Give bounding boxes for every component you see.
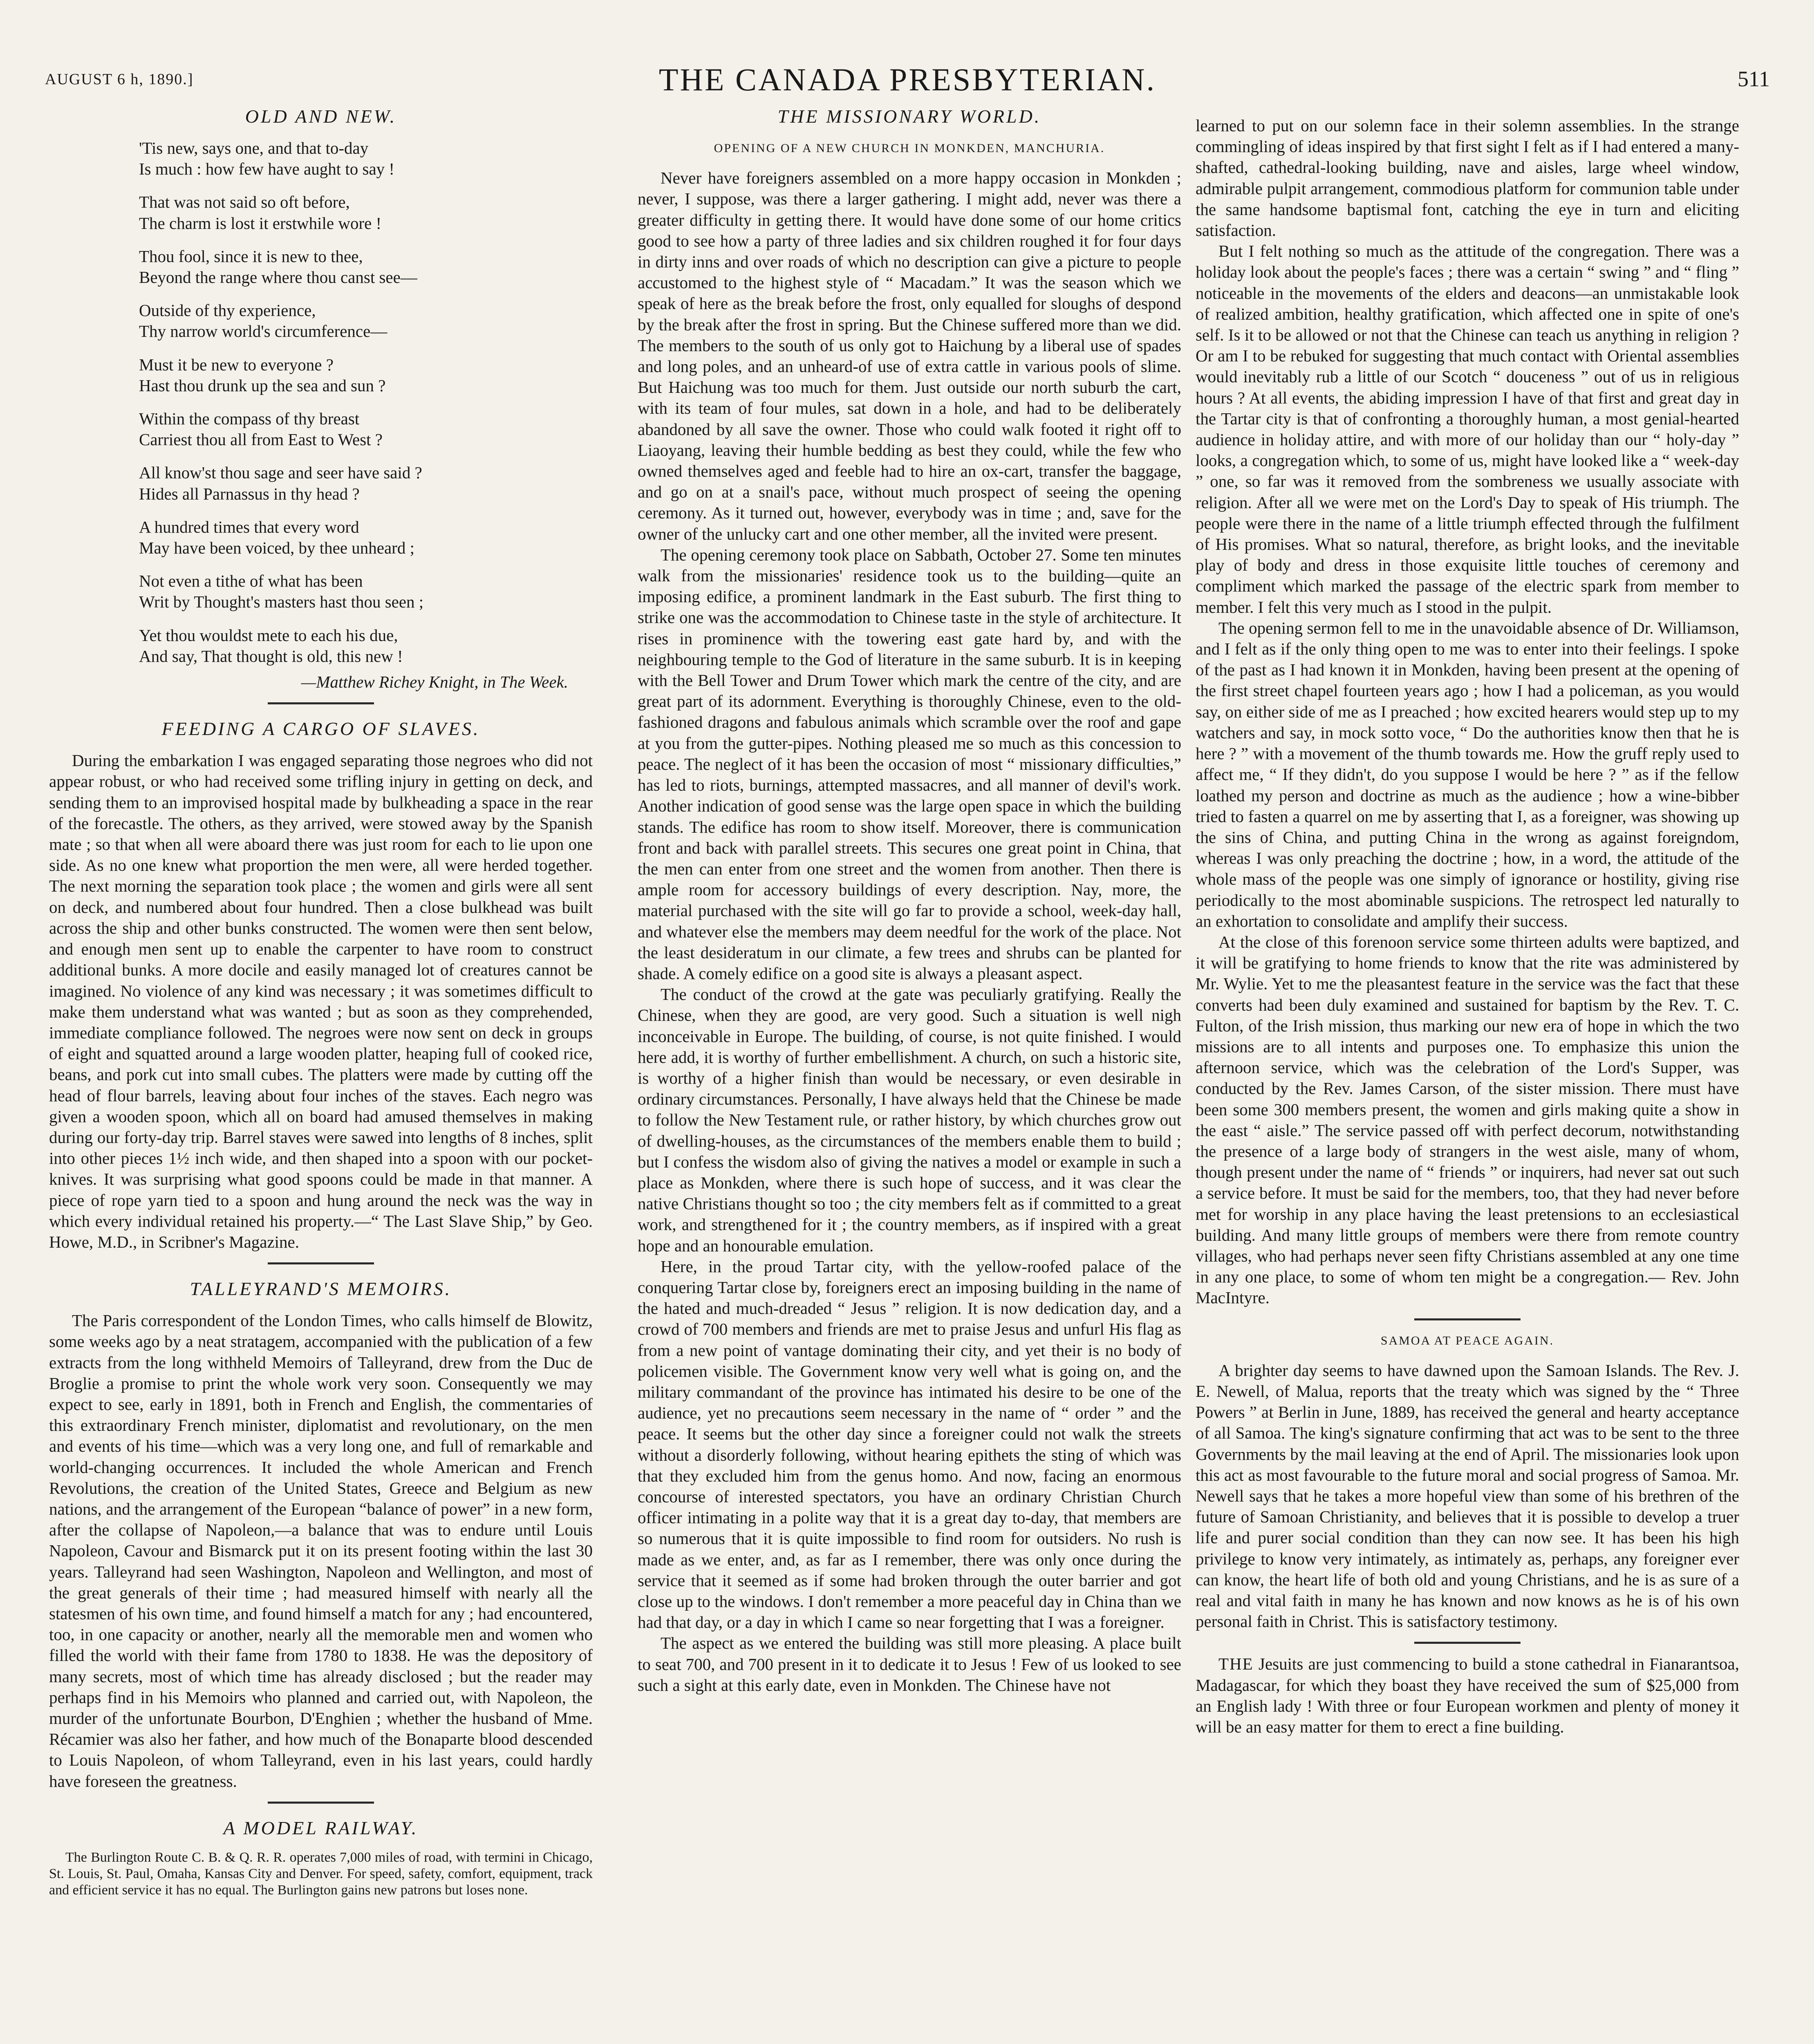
- poem-line: Hides all Parnassus in thy head ?: [139, 484, 360, 503]
- missionary-continued-paragraph: At the close of this forenoon service some thirteen adults were baptized, and it will be gratifying to home friends to know that the rite was administered by Mr. Wylie. Yet to me the pleasantest feature in the service was the fact that these converts had been duly examined and sustained for baptism by the Rev. T. C. Fulton, of the Irish mission, thus marking our new era of hope in which the two missions are to all intents and purposes one. To emphasize this union the afternoon service, which was the celebration of the Lord's Supper, was conducted by the Rev. James Carson, of the sister mission. There must have been some 300 members present, the women and girls making quite a show in the east “ aisle.” The service passed off with perfect decorum, notwithstanding the presence of a large body of strangers in the west aisle, many of whom, though present under the name of “ friends ” or inquirers, had never sat out such a service before. It must be said for the members, too, that they had never before met for worship in any place having the least pretensions to an ecclesiastical building. And many little groups of members were there from remote country villages, who had perhaps never seen fifty Christians assembled at any one time in any one place, to some of whom ten might be a congregation.— Rev. John MacIntyre.: [1196, 932, 1739, 1307]
- poem-line: 'Tis new, says one, and that to-day: [139, 139, 369, 157]
- missionary-title: THE MISSIONARY WORLD.: [777, 106, 1041, 127]
- poem-line: All know'st thou sage and seer have said ?: [139, 463, 422, 482]
- page-number: 511: [1738, 67, 1770, 91]
- missionary-paragraph: Never have foreigners assembled on a more happy occasion in Monkden ; never, I suppose, was there a larger gathering. I might add, never was there a greater difficulty in getting there. It would have done some of our home critics good to see how a party of three ladies and six children roughed it for four days in dirty inns and over roads of which no description can give a picture to people accustomed to the highest style of “ Macadam.” It was the season which we speak of here as the break before the frost, only equalled for sloughs of despond by the break after the frost in spring. But the Chinese suffered more than we did. The members to the south of us only got to Haichung by a liberal use of spades and long poles, and an unheard-of use of extra cattle in various pools of slime. But Haichung was too much for them. Just outside our north suburb the cart, with its team of four mules, sat down in a hole, and had to be deliberately abandoned by all save the owner. Those who could walk footed it right off to Liaoyang, leaving their humble bedding as best they could, while the few who owned themselves aged and feeble had to hire an ox-cart, transfer the baggage, and go on at a snail's pace, without much prospect of seeing the opening ceremony. As it turned out, however, everybody was in time ; and, save for the owner of the unlucky cart and one other member, all the invited were present.: [638, 168, 1181, 543]
- poem-stanza: [139, 246, 593, 288]
- missionary-subtitle: OPENING OF A NEW CHURCH IN MONKDEN, MANCHURIA.: [714, 141, 1105, 155]
- poem-stanza: [139, 300, 593, 342]
- section-divider: [268, 1262, 374, 1264]
- poem-line: Outside of thy experience,: [139, 301, 316, 320]
- slaves-title: FEEDING A CARGO OF SLAVES.: [161, 718, 480, 740]
- poem-stanza: [139, 408, 593, 450]
- poem-stanza: [139, 625, 593, 667]
- poem-line: Carriest thou all from East to West ?: [139, 430, 383, 449]
- section-divider: [1414, 1642, 1521, 1644]
- missionary-continued-paragraph: But I felt nothing so much as the attitude of the congregation. There was a holiday look about the people's faces ; there was a certain “ swing ” and “ fling ” noticeable in the movements of the elders and deacons—an unmistakable look of realized ambition, healthy gratification, which affected one in spite of one's self. Is it to be allowed or not that the Chinese can teach us anything in religion ? Or am I to be rebuked for suggesting that much contact with Oriental assemblies would inevitably rub a little of our Scotch “ douceness ” out of us in religious hours ? At all events, the abiding impression I have of that first and great day in the Tartar city is that of confronting a thoroughly human, a most genial-hearted audience in holiday attire, and with more of our holiday than our “ holy-day ” looks, a congregation which, to some of us, might have looked like a “ week-day ” one, so far was it removed from the sombreness we usually associate with religion. After all we were met on the Lord's Day to speak of His triumph. The people were there in the name of a little triumph effected through the fulfilment of His promises. What so natural, therefore, as bright looks, and the inevitable play of body and dress in those exquisite little touches of ceremony and compliment which marked the passage of the electric spark from member to member. I felt this very much as I stood in the pulpit.: [1196, 242, 1739, 616]
- poem-line: And say, That thought is old, this new !: [139, 646, 403, 666]
- poem-line: Beyond the range where thou canst see—: [139, 268, 417, 287]
- poem-line: Within the compass of thy breast: [139, 409, 360, 428]
- poem-line: Thy narrow world's circumference—: [139, 322, 387, 341]
- poem-stanza: [139, 354, 593, 396]
- poem-stanza: [139, 571, 593, 612]
- talleyrand-body: The Paris correspondent of the London Times, who calls himself de Blowitz, some weeks ago by a neat stratagem, accompanied with the publication of a few extracts from the long withheld Memoirs of Talleyrand, drew from the Duc de Broglie a promise to print the whole work very soon. Consequently we may expect to see, early in 1891, both in French and English, the commentaries of this extraordinary French minister, diplomatist and revolutionary, on the men and events of his time—which was a very long one, and full of remarkable and world-changing occurrences. It included the whole American and French Revolutions, the creation of the United States, Greece and Belgium as new nations, and the arrangement of the European “balance of power” in a new form, after the collapse of Napoleon,—a balance that was to endure until Louis Napoleon, Cavour and Bismarck put it on its present footing within the last 30 years. Talleyrand had seen Washington, Napoleon and Wellington, and most of the great generals of their time ; had measured himself with nearly all the statesmen of his own time, and found himself a match for any ; had encountered, too, in one capacity or another, nearly all the memorable men and women who filled the world with their fame from 1780 to 1838. He was the depository of many secrets, most of which time has already disclosed ; but the reader may perhaps find in his Memoirs who planned and carried out, with Napoleon, the murder of the unfortunate Bourbon, D'Enghien ; whether the husband of Mme. Récamier was also her father, and how much of the Bonaparte blood descended to Louis Napoleon, of whom Talleyrand, even in his last years, could hardly have foreseen the greatness.: [49, 1311, 593, 1791]
- poem-line: May have been voiced, by thee unheard ;: [139, 538, 414, 558]
- missionary-paragraph: The opening ceremony took place on Sabbath, October 27. Some ten minutes walk from the missionaries' residence took us to the building—quite an imposing edifice, a prominent landmark in the East suburb. The first thing to strike one was the accommodation to Chinese taste in the style of architecture. It rises in prominence with the towering east gate hard by, and with the neighbouring temple to the God of literature in the same suburb. It is in keeping with the Bell Tower and Drum Tower which mark the centre of the city, and are great part of its adornment. Everything is thoroughly Chinese, even to the old-fashioned dragons and fabulous animals which scramble over the roof and gape at you from the gutter-pipes. Nothing pleased me so much as this concession to peace. The neglect of it has been the occasion of most “ missionary difficulties,” has led to riots, burnings, attempted massacres, and all manner of devil's work. Another indication of good sense was the large open space in which the building stands. The edifice has room to show itself. Moreover, there is communication front and back with parallel streets. This secures one great point in China, that the men can enter from one street and the women from another. Then there is ample room for accessory buildings of every description. Nay, more, the material purchased with the site will go far to provide a school, week-day hall, and whatever else the members may deem needful for the work of the place. Not the least desideratum in our climate, a few trees and shrubs can be planted for shade. A comely edifice on a good site is always a pleasant aspect.: [638, 545, 1181, 983]
- railway-notice: [49, 1849, 593, 1898]
- poem-line: Is much : how few have aught to say !: [139, 159, 395, 179]
- missionary-paragraph: Here, in the proud Tartar city, with the yellow-roofed palace of the conquering Tartar close by, foreigners erect an imposing building in the name of the hated and much-dreaded “ Jesus ” religion. It is now dedication day, and a crowd of 700 members and friends are met to praise Jesus and unfurl His flag as from a new point of vantage dominating their city, and yet their is no body of policemen visible. The Government know very well what is going on, and the military commandant of the province has intimated his desire to be one of the audience, yet no precautions seem necessary in the name of “ order ” and the peace. It seems but the other day since a foreigner could not walk the streets without a disorderly following, without hearing epithets the sting of which was that they excluded him from the genus homo. And now, facing an enormous concourse of interested spectators, you have an ordinary Christian Church officer intimating in a polite way that it is a great day to-day, that members are so numerous that it is quite impossible to find room for outsiders. No rush is made as we enter, and, as far as I remember, there was only once during the service that it seemed as if some had broken through the outer barrier and got close up to the windows. I don't remember a more peaceful day in China than we had that day, or a day in which I came so near forgetting that I was a foreigner.: [638, 1257, 1181, 1632]
- poem-line: Thou fool, since it is new to thee,: [139, 247, 363, 266]
- railway-body: The Burlington Route C. B. & Q. R. R. operates 7,000 miles of road, with termini in Chicago, St. Louis, St. Paul, Omaha, Kansas City and Denver. For speed, safety, comfort, equipment, track and efficient service it has no equal. The Burlington gains new patrons but loses none.: [49, 1849, 593, 1898]
- poem-stanza: [139, 517, 593, 558]
- missionary-continued-paragraph: learned to put on our solemn face in their solemn assemblies. In the strange commingling of ideas inspired by that first sight I felt as if I had entered a many-shafted, cathedral-looking building, nave and aisles, large wheel window, admirable pulpit arrangement, commodious platform for communion table under the same handsome baptismal font, catching the eye in turn and eliciting satisfaction.: [1196, 116, 1739, 240]
- jesuits-paragraph: [1196, 1654, 1739, 1737]
- poem-stanza: [139, 462, 593, 504]
- jesuits-body: Jesuits are just commencing to build a stone cathedral in Fianarantsoa, Madagascar, for which they boast they have received the sum of $25,000 from an English lady ! With three or four European workmen and plenty of money it will be an easy matter for them to erect a fine building.: [1196, 1654, 1739, 1737]
- issue-date: AUGUST 6 h, 1890.]: [45, 71, 194, 88]
- poem-stanza: [139, 138, 593, 179]
- talleyrand-title: TALLEYRAND'S MEMOIRS.: [190, 1278, 452, 1300]
- railway-title: A MODEL RAILWAY.: [223, 1817, 419, 1838]
- poem-line: The charm is lost it erstwhile wore !: [139, 213, 382, 233]
- slaves-body: During the embarkation I was engaged separating those negroes who did not appear robust, or who had received some trifling injury in getting on deck, and sending them to an improvised hospital made by bulkheading a space in the rear of the forecastle. The others, as they arrived, were stowed away by the Spanish mate ; so that when all were aboard there was just room for each to lie upon one side. As no one knew what proportion the men were, all were herded together. The next morning the separation took place ; the women and girls were all sent on deck, and numbered about four hundred. Then a close bulkhead was built across the ship and other bunks constructed. The women were then sent below, and enough men sent up to enable the carpenter to have room to construct additional bunks. A more docile and easily managed lot of creatures cannot be imagined. No violence of any kind was necessary ; it was sometimes difficult to make them understand what was wanted ; but as soon as they comprehended, immediate compliance followed. The negroes were now sent on deck in groups of eight and squatted around a large wooden platter, heaping full of cooked rice, beans, and pork cut into small cubes. The platters were made by cutting off the head of flour barrels, leaving about four inches of the staves. Each negro was given a wooden spoon, which all on board had amused themselves in making during our forty-day trip. Barrel staves were sawed into lengths of 8 inches, split into other pieces 1½ inch wide, and then shaped into a spoon with our pocket-knives. It was surprising what good spoons could be made in that manner. A piece of rope yarn tied to a spoon and hung around the neck was the way in which every individual retained his property.—“ The Last Slave Ship,” by Geo. Howe, M.D., in Scribner's Magazine.: [49, 751, 593, 1251]
- poem-attribution: —Matthew Richey Knight, in The Week.: [301, 672, 568, 692]
- poem-title: OLD AND NEW.: [245, 106, 397, 127]
- poem-body: [139, 138, 593, 667]
- poem-line: Must it be new to everyone ?: [139, 355, 334, 374]
- poem-stanza: [139, 192, 593, 233]
- missionary-paragraph: The conduct of the crowd at the gate was peculiarly gratifying. Really the Chinese, when they are good, are very good. Such a situation is well nigh inconceivable in Europe. The building, of course, is not quite finished. I would here add, it is worthy of further embellishment. A church, on such a historic site, is worthy of a higher finish than would be necessary, or even desirable in ordinary circumstances. Personally, I have always held that the Chinese be made to follow the New Testament rule, or rather history, by which churches grow out of dwelling-houses, as the circumstances of the members enable them to build ; but I confess the wisdom also of giving the natives a model or example in such a place as Monkden, where there is such hope of success, and it was clear the native Christians thought so too ; the city members felt as if committed to a great work, and strengthened for it ; the country members, as if inspired with a great hope and an honourable emulation.: [638, 985, 1181, 1255]
- jesuits-notice: [1196, 1654, 1739, 1737]
- newspaper-title: THE CANADA PRESBYTERIAN.: [658, 62, 1156, 97]
- column-2: [638, 104, 1181, 1696]
- poem-line: Hast thou drunk up the sea and sun ?: [139, 376, 386, 395]
- poem-line: A hundred times that every word: [139, 517, 359, 536]
- poem-line: Yet thou wouldst mete to each his due,: [139, 625, 398, 645]
- missionary-continued-paragraph: The opening sermon fell to me in the unavoidable absence of Dr. Williamson, and I felt as if the only thing open to me was to enter into their feelings. I spoke of the past as I had known it in Monkden, having been present at the opening of the first street chapel fourteen years ago ; how I had a policeman, as you would say, on either side of me as I preached ; how excited hearers would step up to my watchers and say, in mock sotto voce, “ Do the authorities know then that he is here ? ” with a movement of the thumb towards me. How the gruff reply used to affect me, “ If they didn't, do you suppose I would be here ? ” as if the fellow loathed my person and doctrine as much as the audience ; how a wine-bibber tried to fasten a quarrel on me by asserting that I, as a foreigner, was showing up the sins of China, and putting China in the wrong as against foreigndom, whereas I was only preaching the doctrine ; how, in a word, the attitude of the whole mass of the people was one simply of ignorance or hostility, giving rise periodically to the most abominable suspicions. The retrospect led naturally to an exhortation to consolidate and amplify their success.: [1196, 618, 1739, 930]
- samoa-body: A brighter day seems to have dawned upon the Samoan Islands. The Rev. J. E. Newell, of Malua, reports that the treaty which was signed by the “ Three Powers ” at Berlin in June, 1889, has received the general and hearty acceptance of all Samoa. The king's signature confirming that act was to be sent to the three Governments by the mail leaving at the end of April. The missionaries look upon this act as most favourable to the future moral and social progress of Samoa. Mr. Newell says that he takes a more hopeful view than some of his brethren of the future of Samoan Christianity, and believes that it is possible to develop a truer life and purer social condition than they can now see. It has been his high privilege to know very intimately, as intimately as, perhaps, any foreigner ever can know, the heart life of both old and young Christians, and he is as sure of a real and vital faith in many he has known and now knows as he is of his own personal faith in Christ. This is satisfactory testimony.: [1196, 1360, 1739, 1631]
- column-3: [1196, 115, 1739, 1737]
- jesuits-lead: THE: [1218, 1654, 1254, 1674]
- poem-line: Writ by Thought's masters hast thou seen ;: [139, 592, 424, 612]
- poem-line: Not even a tithe of what has been: [139, 572, 363, 591]
- samoa-title: SAMOA AT PEACE AGAIN.: [1380, 1334, 1554, 1347]
- poem-line: That was not said so oft before,: [139, 193, 350, 212]
- column-1: [49, 104, 593, 1898]
- section-divider: [268, 1802, 374, 1804]
- missionary-paragraph: The aspect as we entered the building was still more pleasing. A place built to seat 700, and 700 present in it to dedicate it to Jesus ! Few of us looked to see such a sight at this early date, even in Monkden. The Chinese have not: [638, 1634, 1181, 1694]
- section-divider: [268, 702, 374, 704]
- section-divider: [1414, 1318, 1521, 1320]
